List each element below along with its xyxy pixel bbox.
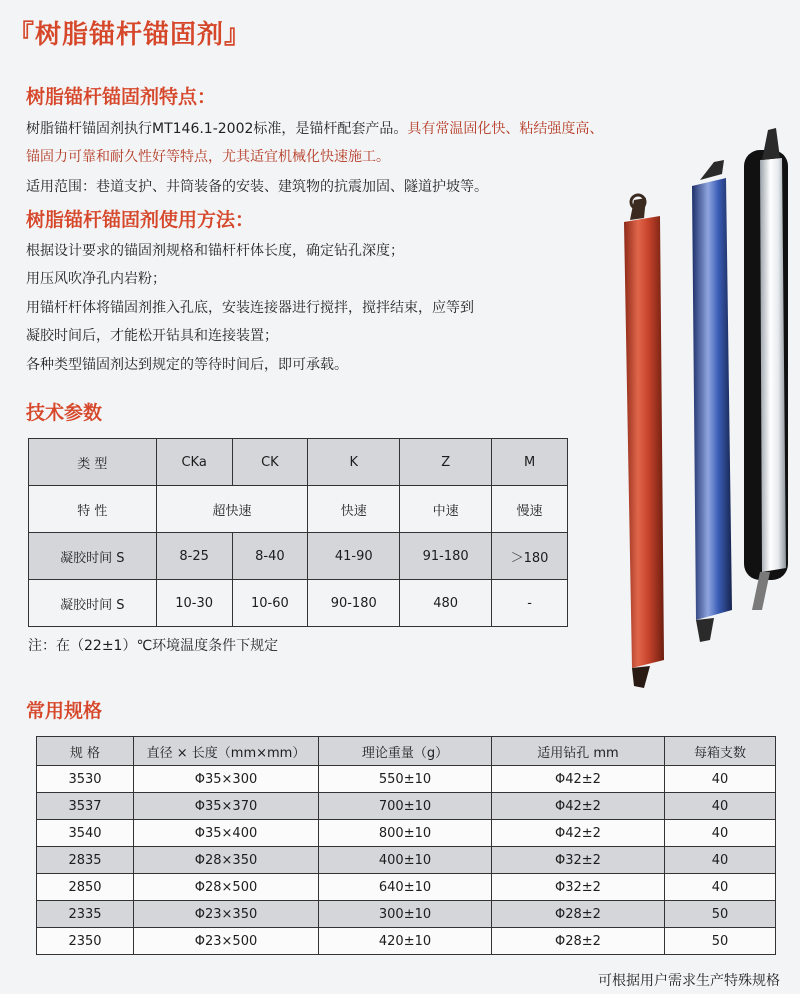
- footer-note: 可根据用户需求生产特殊规格: [598, 973, 780, 989]
- table-cell: K: [308, 439, 400, 486]
- table-cell: 91-180: [400, 533, 492, 580]
- spec-heading: 常用规格: [26, 700, 103, 722]
- table-cell: 800±10: [319, 820, 492, 847]
- table-row: [37, 847, 776, 874]
- usage-line: 凝胶时间后，才能松开钻具和连接装置；: [26, 328, 278, 344]
- table-cell: Φ42±2: [492, 766, 665, 793]
- table-cell: 类 型: [29, 439, 157, 486]
- table-row: [37, 901, 776, 928]
- features-line-1a: 树脂锚杆锚固剂执行MT146.1-2002标准，是锚杆配套产品。: [26, 121, 408, 137]
- table-cell: Φ28×350: [134, 847, 319, 874]
- table-cell: Φ32±2: [492, 874, 665, 901]
- table-cell: 700±10: [319, 793, 492, 820]
- table-cell: Φ42±2: [492, 793, 665, 820]
- table-cell: 快速: [308, 486, 400, 533]
- table-row: [37, 928, 776, 955]
- usage-line: 根据设计要求的锚固剂规格和锚杆杆体长度，确定钻孔深度；: [26, 243, 404, 259]
- table-cell: ＞180: [492, 533, 568, 580]
- table-header-row: [37, 737, 776, 766]
- table-cell: 10-30: [156, 580, 232, 627]
- table-cell: 3537: [37, 793, 134, 820]
- table-row: [29, 486, 568, 533]
- table-cell: 理论重量（g）: [319, 737, 492, 766]
- table-cell: 3540: [37, 820, 134, 847]
- table-cell: 300±10: [319, 901, 492, 928]
- usage-line: 用压风吹净孔内岩粉；: [26, 271, 166, 287]
- table-cell: Z: [400, 439, 492, 486]
- table-cell: 慢速: [492, 486, 568, 533]
- table-cell: 超快速: [156, 486, 308, 533]
- red-cartridge: [624, 195, 664, 688]
- table-row: [29, 533, 568, 580]
- spec-table: [36, 736, 776, 955]
- table-cell: 8-25: [156, 533, 232, 580]
- table-cell: 40: [665, 847, 776, 874]
- table-cell: Φ42±2: [492, 820, 665, 847]
- features-line-2: 锚固力可靠和耐久性好等特点，尤其适宜机械化快速施工。: [26, 149, 390, 165]
- table-cell: 适用钻孔 mm: [492, 737, 665, 766]
- table-cell: 规 格: [37, 737, 134, 766]
- features-heading: 树脂锚杆锚固剂特点：: [26, 86, 217, 108]
- table-cell: 90-180: [308, 580, 400, 627]
- usage-line: 各种类型锚固剂达到规定的等待时间后，即可承载。: [26, 357, 348, 373]
- tech-heading: 技术参数: [26, 402, 103, 424]
- table-cell: 40: [665, 793, 776, 820]
- table-cell: 40: [665, 820, 776, 847]
- blue-cartridge: [692, 160, 732, 642]
- table-row: [37, 820, 776, 847]
- features-line-1b: 具有常温固化快、粘结强度高、: [407, 121, 604, 137]
- table-cell: CKa: [156, 439, 232, 486]
- table-cell: 400±10: [319, 847, 492, 874]
- table-cell: Φ23×350: [134, 901, 319, 928]
- table-cell: Φ23×500: [134, 928, 319, 955]
- table-row: [37, 793, 776, 820]
- table-cell: Φ32±2: [492, 847, 665, 874]
- table-header-row: [29, 439, 568, 486]
- table-cell: -: [492, 580, 568, 627]
- table-cell: CK: [232, 439, 308, 486]
- features-line-3: 适用范围：巷道支护、井筒装备的安装、建筑物的抗震加固、隧道护坡等。: [26, 179, 488, 195]
- table-row: [29, 580, 568, 627]
- page-title: 『树脂锚杆锚固剂』: [8, 20, 252, 50]
- table-row: [37, 874, 776, 901]
- table-cell: 550±10: [319, 766, 492, 793]
- features-line-1: [26, 118, 603, 138]
- table-cell: M: [492, 439, 568, 486]
- table-cell: 2350: [37, 928, 134, 955]
- table-cell: 50: [665, 928, 776, 955]
- table-cell: Φ35×300: [134, 766, 319, 793]
- table-cell: 480: [400, 580, 492, 627]
- resin-cartridges-image: [610, 120, 800, 700]
- table-cell: 2835: [37, 847, 134, 874]
- usage-heading: 树脂锚杆锚固剂使用方法：: [26, 209, 255, 231]
- table-cell: 特 性: [29, 486, 157, 533]
- table-cell: 10-60: [232, 580, 308, 627]
- table-cell: 每箱支数: [665, 737, 776, 766]
- usage-line: 用锚杆杆体将锚固剂推入孔底，安装连接器进行搅拌，搅拌结束，应等到: [26, 300, 474, 316]
- table-cell: Φ35×400: [134, 820, 319, 847]
- table-cell: 8-40: [232, 533, 308, 580]
- table-cell: 2335: [37, 901, 134, 928]
- table-cell: 3530: [37, 766, 134, 793]
- tech-params-table: [28, 438, 568, 627]
- white-cartridge: [744, 128, 788, 610]
- table-cell: 2850: [37, 874, 134, 901]
- table-cell: Φ35×370: [134, 793, 319, 820]
- table-cell: Φ28±2: [492, 928, 665, 955]
- table-cell: 40: [665, 766, 776, 793]
- table-cell: Φ28±2: [492, 901, 665, 928]
- table-cell: 50: [665, 901, 776, 928]
- table-cell: 40: [665, 874, 776, 901]
- table-cell: 凝胶时间 S: [29, 580, 157, 627]
- table-row: [37, 766, 776, 793]
- table-cell: Φ28×500: [134, 874, 319, 901]
- table-cell: 凝胶时间 S: [29, 533, 157, 580]
- tech-note: 注：在（22±1）℃环境温度条件下规定: [28, 638, 279, 654]
- table-cell: 640±10: [319, 874, 492, 901]
- table-cell: 直径 × 长度（mm×mm）: [134, 737, 319, 766]
- table-cell: 41-90: [308, 533, 400, 580]
- table-cell: 中速: [400, 486, 492, 533]
- table-cell: 420±10: [319, 928, 492, 955]
